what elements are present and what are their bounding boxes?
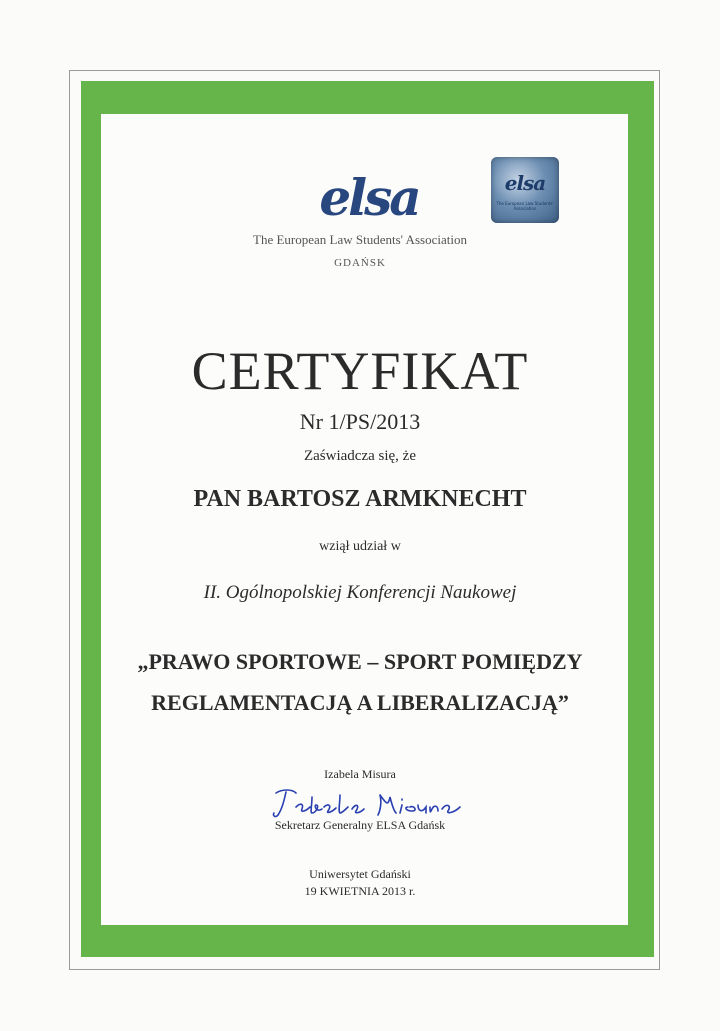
signature-text: Izabela Misura: [268, 785, 274, 786]
conference-name: II. Ogólnopolskiej Konferencji Naukowej: [203, 582, 517, 603]
hologram-logo-word: elsa: [504, 171, 546, 195]
elsa-logo: elsa: [319, 168, 419, 227]
signatory-name: Izabela Misura: [324, 767, 396, 781]
university-name: Uniwersytet Gdański: [309, 867, 411, 881]
recipient-name: PAN BARTOSZ ARMKNECHT: [193, 486, 527, 512]
signatory-role: Sekretarz Generalny ELSA Gdańsk: [274, 818, 446, 832]
issue-date: 19 KWIETNIA 2013 r.: [304, 884, 416, 898]
certificate-number: Nr 1/PS/2013: [299, 409, 421, 434]
handwritten-signature: [268, 785, 468, 821]
conference-topic-line-1: „PRAWO SPORTOWE – SPORT POMIĘDZY: [137, 649, 583, 674]
hologram-sticker: [491, 157, 559, 223]
participation-text: wziął udział w: [319, 539, 401, 554]
attestation-text: Zaświadcza się, że: [303, 448, 417, 464]
chapter-city: GDAŃSK: [334, 257, 386, 269]
conference-topic-line-2: REGLAMENTACJĄ A LIBERALIZACJĄ”: [151, 690, 569, 715]
certificate-title: CERTYFIKAT: [191, 341, 529, 401]
association-name: The European Law Students' Association: [253, 232, 467, 247]
hologram-caption: The European Law Students' Association: [496, 201, 554, 211]
